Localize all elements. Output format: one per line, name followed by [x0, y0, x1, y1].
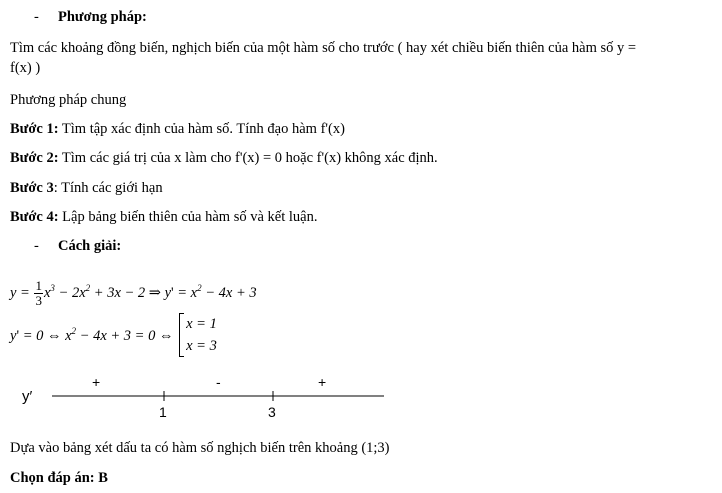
root-label: 3 [268, 404, 276, 420]
step-label: Bước 4: [10, 209, 59, 225]
step-4 [10, 209, 317, 226]
step-2 [10, 150, 438, 167]
step-text: Lập bảng biến thiên của hàm số và kết luận. [58, 209, 318, 225]
step-1 [10, 121, 345, 138]
root-label: 1 [159, 404, 167, 420]
function-equation: y = $\frac{1}{3}$ $x^3 - 2x^2 + 3x - 2$ ⇒ $y' = x^2 - 4x + 3$ [10, 278, 257, 308]
sign-chart-row-label: y′ [22, 388, 33, 405]
sign-positive: + [318, 374, 327, 390]
general-method: Phương pháp chung [10, 92, 127, 108]
bullet-dash: - [34, 9, 39, 25]
step-label: Bước 1: [10, 121, 59, 137]
method-header: Phương pháp: [58, 9, 147, 25]
step-label: Bước 3 [10, 180, 54, 196]
bullet-dash: - [34, 238, 39, 254]
answer: Chọn đáp án: B [10, 470, 108, 486]
sign-positive: + [92, 374, 101, 390]
step-text: : Tính các giới hạn [53, 180, 163, 196]
step-3 [10, 180, 163, 197]
solution-header: Cách giải: [58, 238, 122, 254]
roots-equation: y' = 0 ⇔ $x^2 - 4x + 3 = 0$ ⇔ x = 1 x = 3 [10, 313, 217, 357]
conclusion: Dựa vào bảng xét dấu ta có hàm số nghịch biến trên khoảng (1;3) [10, 440, 390, 456]
root-system: x = 1 x = 3 [179, 313, 217, 357]
step-text: Tìm tập xác định của hàm số. Tính đạo hàm f'(x) [58, 121, 345, 137]
sign-chart [0, 370, 722, 430]
sign-negative: - [216, 374, 221, 390]
step-label: Bước 2: [10, 150, 59, 166]
method-intro-line1: Tìm các khoảng đồng biến, nghịch biến của một hàm số cho trước ( hay xét chiều biến thiên của hàm số y = [10, 40, 637, 56]
step-text: Tìm các giá trị của x làm cho f'(x) = 0 hoặc f'(x) không xác định. [58, 150, 438, 166]
method-intro-line2: f(x) ) [10, 60, 41, 76]
